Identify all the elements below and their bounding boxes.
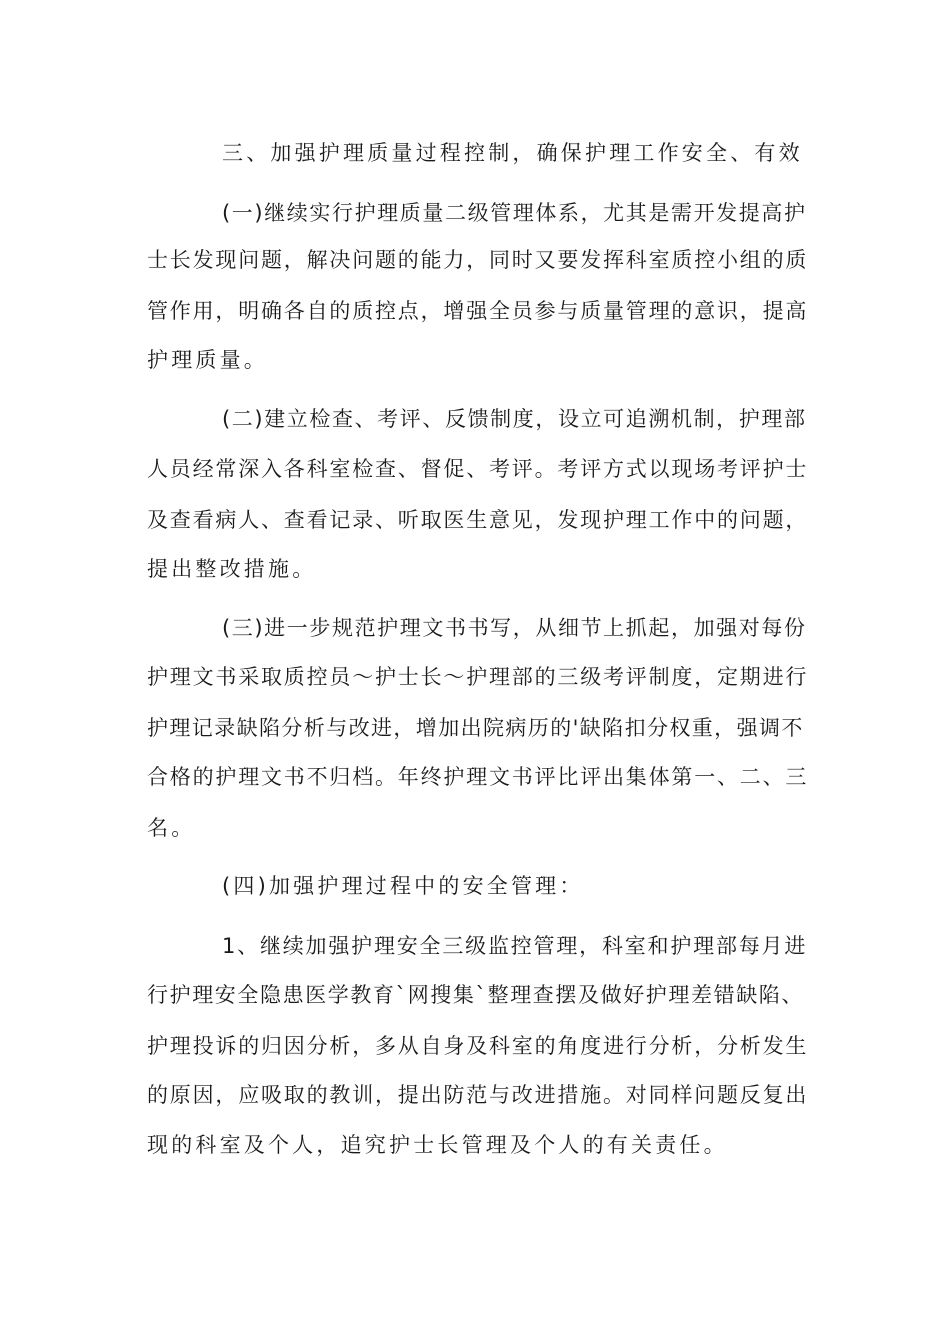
paragraph-line: 1、继续加强护理安全三级监控管理，科室和护理部每月进 [222, 934, 808, 958]
paragraph-line: 提出整改措施。 [147, 557, 317, 581]
paragraph-line: 护理质量。 [147, 348, 268, 372]
paragraph-line: 士长发现问题，解决问题的能力，同时又要发挥科室质控小组的质 [147, 248, 809, 272]
paragraph-line: 护理文书采取质控员～护士长～护理部的三级考评制度，定期进行 [147, 665, 809, 689]
paragraph-line: 护理记录缺陷分析与改进，增加出院病历的'缺陷扣分权重，强调不 [147, 716, 804, 740]
paragraph-line: 名。 [147, 816, 196, 840]
paragraph-line: 人员经常深入各科室检查、督促、考评。考评方式以现场考评护士 [147, 457, 809, 481]
paragraph-line: 现的科室及个人，追究护士长管理及个人的有关责任。 [147, 1133, 728, 1157]
paragraph-line: (四)加强护理过程中的安全管理： [222, 874, 584, 898]
paragraph-line: 护理投诉的归因分析，多从自身及科室的角度进行分析，分析发生 [147, 1034, 809, 1058]
section-heading: 三、加强护理质量过程控制，确保护理工作安全、有效 [222, 141, 803, 165]
paragraph-line: (一)继续实行护理质量二级管理体系，尤其是需开发提高护 [222, 201, 807, 225]
paragraph-line: 行护理安全隐患医学教育`网搜集`整理查摆及做好护理差错缺陷、 [147, 983, 804, 1007]
paragraph-line: 的原因，应吸取的教训，提出防范与改进措施。对同样问题反复出 [147, 1083, 809, 1107]
paragraph-line: 合格的护理文书不归档。年终护理文书评比评出集体第一、二、三 [147, 765, 809, 789]
paragraph-line: (三)进一步规范护理文书书写，从细节上抓起，加强对每份 [222, 616, 807, 640]
paragraph-line: 管作用，明确各自的质控点，增强全员参与质量管理的意识，提高 [147, 299, 809, 323]
paragraph-line: 及查看病人、查看记录、听取医生意见，发现护理工作中的问题， [147, 508, 809, 532]
paragraph-line: (二)建立检查、考评、反馈制度，设立可追溯机制，护理部 [222, 407, 807, 431]
